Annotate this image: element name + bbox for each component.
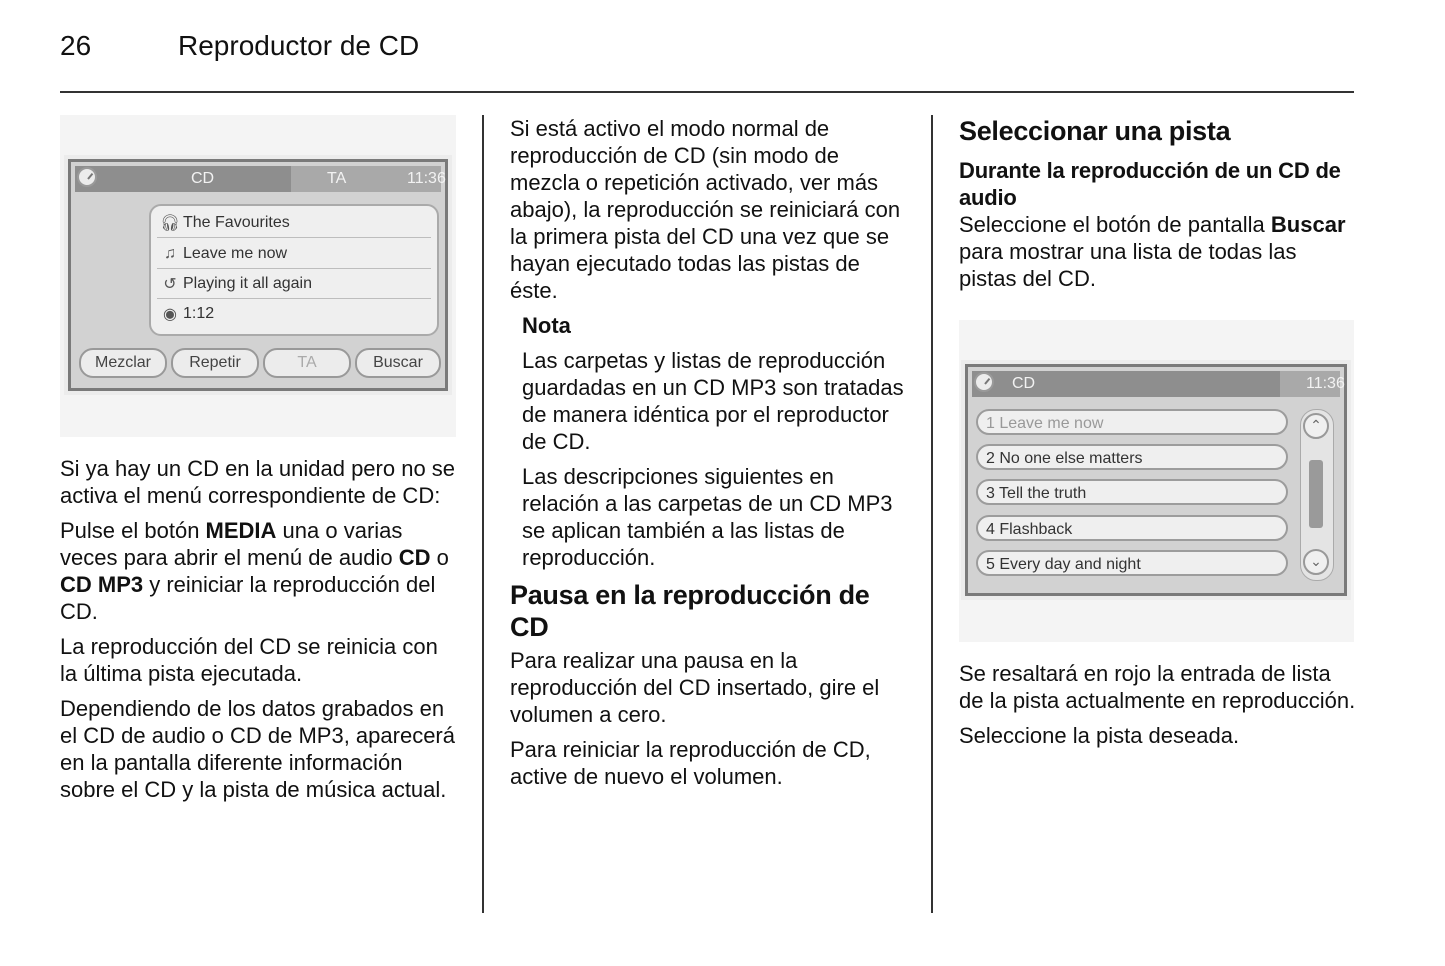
clock-icon — [77, 167, 97, 187]
buscar-button[interactable]: Buscar — [355, 348, 441, 378]
track-item-5[interactable]: 5 Every day and night — [976, 550, 1288, 576]
track-info-box — [149, 204, 439, 336]
scroll-thumb[interactable] — [1309, 460, 1323, 528]
col3-paragraph-1: Seleccione el botón de pantalla Buscar para mostrar una lista de todas las pistas del CD. — [959, 212, 1346, 291]
note-block — [510, 312, 910, 571]
column-divider-2 — [931, 115, 933, 913]
page-header — [60, 30, 419, 62]
track-item-4[interactable]: 4 Flashback — [976, 515, 1288, 541]
heading-select-track: Seleccionar una pista — [959, 116, 1231, 146]
column-3-lower — [959, 660, 1359, 757]
track-item-1[interactable]: 1 Leave me now — [976, 409, 1288, 435]
column-1 — [60, 455, 460, 811]
page-number: 26 — [60, 30, 92, 61]
title-cd: CD — [191, 170, 215, 187]
track-item-2[interactable]: 2 No one else matters — [976, 444, 1288, 470]
ta-button[interactable]: TA — [263, 348, 351, 378]
scroll-down-icon[interactable]: ⌄ — [1303, 549, 1329, 575]
cd-icon: ◉ — [163, 305, 177, 323]
title-time: 11:36 — [407, 170, 446, 187]
scroll-up-icon[interactable]: ⌃ — [1303, 413, 1329, 439]
info-row-artist: ↺ Playing it all again — [157, 269, 431, 299]
display-titlebar-2 — [972, 371, 1345, 397]
repetir-button[interactable]: Repetir — [171, 348, 259, 378]
clock-icon — [974, 372, 994, 392]
heading-pause: Pausa en la reproducción de CD — [510, 580, 870, 642]
column-2 — [510, 115, 910, 798]
music-note-icon: ♫ — [164, 244, 176, 262]
col3-paragraph-3: Seleccione la pista deseada. — [959, 723, 1240, 748]
page-title: Reproductor de CD — [178, 30, 420, 61]
col1-paragraph-2: Pulse el botón MEDIA una o varias veces para abrir el menú de audio CD o CD MP3 y reiniciar la reproducción del CD. — [60, 518, 449, 624]
header-rule — [60, 91, 1354, 93]
col1-paragraph-3: La reproducción del CD se reinicia con la última pista ejecutada. — [60, 634, 438, 686]
cd-display — [68, 159, 448, 391]
title-cd-2: CD — [1012, 375, 1036, 392]
mezclar-button[interactable]: Mezclar — [79, 348, 167, 378]
note-paragraph-1: Las carpetas y listas de reproducción guardadas en un CD MP3 son tratadas de manera idéntica por el reproductor de CD. — [522, 348, 904, 454]
track-item-3[interactable]: 3 Tell the truth — [976, 479, 1288, 505]
info-row-album: 🎧︎ The Favourites — [157, 208, 431, 238]
col3-paragraph-2: Se resaltará en rojo la entrada de lista de la pista actualmente en reproducción. — [959, 661, 1356, 713]
title-time-2: 11:36 — [1306, 375, 1345, 392]
subheading-audio-cd: Durante la reproducción de un CD de audio — [959, 158, 1341, 210]
figure-track-list — [959, 320, 1354, 642]
note-paragraph-2: Las descripciones siguientes en relación a las carpetas de un CD MP3 se aplican también a las listas de reproducción. — [522, 464, 893, 570]
note-title: Nota — [522, 313, 571, 338]
tracklist-display — [965, 364, 1347, 596]
repeat-icon: ↺ — [163, 275, 177, 293]
figure-cd-screen — [60, 115, 456, 437]
info-row-title: ♫ Leave me now — [157, 239, 431, 269]
info-row-time: ◉ 1:12 — [157, 299, 431, 328]
col2-paragraph-3: Para reiniciar la reproducción de CD, active de nuevo el volumen. — [510, 737, 871, 789]
col1-paragraph-1: Si ya hay un CD en la unidad pero no se activa el menú correspondiente de CD: — [60, 456, 456, 508]
title-ta: TA — [327, 170, 347, 187]
column-divider-1 — [482, 115, 484, 913]
column-3 — [959, 115, 1359, 300]
headphones-icon: 🎧︎ — [159, 214, 181, 232]
col2-paragraph-1: Si está activo el modo normal de reproducción de CD (sin modo de mezcla o repetición activado, ver más abajo), la reproducción se reiniciará con la primera pista del CD una vez que se hayan ejecutado todas las pistas de éste. — [510, 116, 901, 303]
scrollbar[interactable] — [1300, 409, 1334, 581]
col1-paragraph-4: Dependiendo de los datos grabados en el CD de audio o CD de MP3, aparecerá en la pantalla diferente información sobre el CD y la pista de música actual. — [60, 696, 455, 802]
col2-paragraph-2: Para realizar una pausa en la reproducción del CD insertado, gire el volumen a cero. — [510, 648, 880, 727]
display-titlebar — [75, 166, 446, 192]
